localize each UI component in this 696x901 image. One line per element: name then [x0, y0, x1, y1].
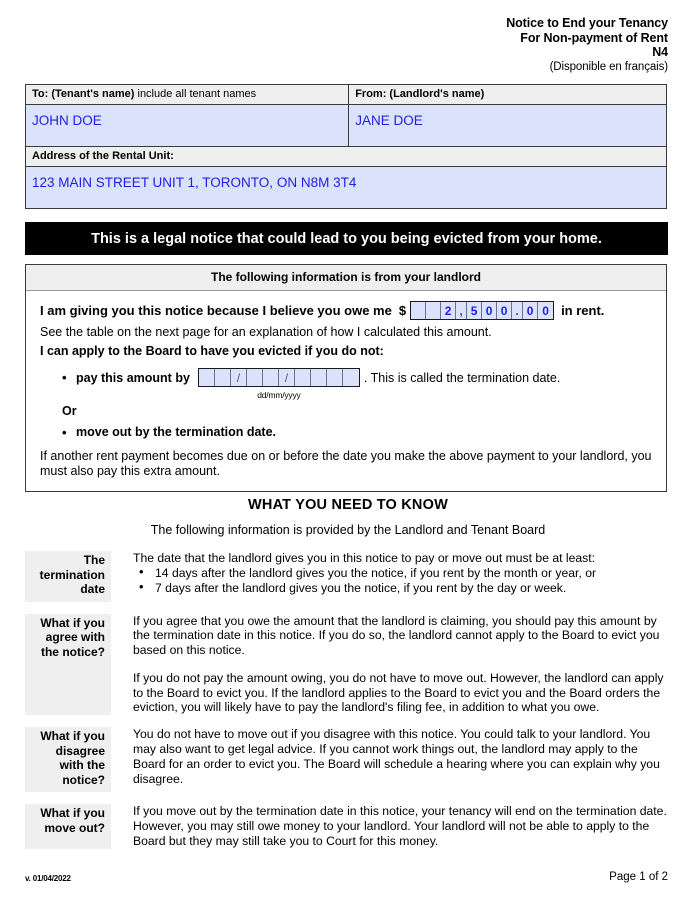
- parties-table: [25, 84, 667, 209]
- landlord-name-field[interactable]: JANE DOE: [349, 105, 666, 146]
- cell-separator[interactable]: /: [231, 369, 247, 386]
- knowledge-row-body: [111, 804, 670, 848]
- landlord-information-box: [25, 264, 667, 492]
- date-format-caption: dd/mm/yyyy: [257, 390, 301, 400]
- document-header: [506, 16, 668, 75]
- knowledge-row-paragraph: If you do not pay the amount owing, you do not have to move out. However, the landlord can apply to the Board to evict you. If the landlord applies to the Board to evict you and the Board orders the eviction, you will likely have to pay the landlord's filing fee, in addition to what you owe.: [133, 670, 664, 715]
- amount-owed-field[interactable]: [410, 301, 554, 320]
- termination-date-field[interactable]: [198, 368, 360, 387]
- cell-digit[interactable]: [247, 369, 263, 386]
- bullet-pay-row: [62, 368, 652, 400]
- cell-digit[interactable]: 5: [467, 302, 482, 319]
- address-value-row: [26, 167, 666, 208]
- knowledge-row-label: What if you disagree with the notice?: [25, 727, 111, 792]
- header-title-line2: For Non-payment of Rent: [520, 30, 668, 45]
- parties-header-row: [26, 85, 666, 105]
- cell-digit[interactable]: [295, 369, 311, 386]
- knowledge-row-bullet-list: [133, 566, 670, 596]
- cell-digit[interactable]: [311, 369, 327, 386]
- knowledge-row-body: [111, 727, 670, 792]
- amount-owed-line: [40, 301, 652, 320]
- bullet-move-row: [62, 424, 652, 440]
- bullet-dot-icon: •: [62, 370, 67, 385]
- knowledge-row-paragraph: You do not have to move out if you disagree with this notice. You could talk to your landlord. You may also want to get legal advice. If you cannot work things out, the landlord may apply to the Board for an order to evict you. The Board will schedule a hearing where you can explain why you disagree.: [133, 727, 660, 786]
- amount-owed-prefix: I am giving you this notice because I believe you owe me: [40, 302, 392, 318]
- parties-value-row: [26, 105, 666, 146]
- cell-digit[interactable]: 0: [523, 302, 538, 319]
- knowledge-row-label: What if you agree with the notice?: [25, 614, 111, 716]
- french-availability-note: (Disponible en français): [549, 60, 668, 73]
- knowledge-row: [25, 727, 670, 792]
- footer-version: v. 01/04/2022: [25, 874, 71, 883]
- knowledge-row: [25, 804, 670, 848]
- cell-digit[interactable]: [411, 302, 426, 319]
- apply-to-board-line: I can apply to the Board to have you evicted if you do not:: [40, 344, 384, 358]
- knowledge-row: [25, 551, 670, 602]
- bullet-pay-label: pay this amount by: [76, 370, 190, 385]
- knowledge-rows: [25, 551, 670, 861]
- requirements-bullets: [40, 368, 652, 440]
- cell-separator[interactable]: .: [512, 302, 523, 319]
- knowledge-row-body: [111, 551, 670, 602]
- cell-separator[interactable]: /: [279, 369, 295, 386]
- tenant-name-label-bold: To: (Tenant's name): [32, 88, 135, 100]
- cell-digit[interactable]: [327, 369, 343, 386]
- tenant-name-field[interactable]: JOHN DOE: [26, 105, 349, 146]
- cell-digit[interactable]: 0: [482, 302, 497, 319]
- bullet-move-label: move out by the termination date.: [76, 425, 277, 439]
- knowledge-row-label: What if you move out?: [25, 804, 111, 848]
- address-header-row: [26, 146, 666, 167]
- tenant-name-label: [26, 85, 349, 105]
- cell-digit[interactable]: [199, 369, 215, 386]
- termination-date-wrapper: [198, 368, 360, 400]
- knowledge-row: [25, 614, 670, 716]
- see-table-note: See the table on the next page for an explanation of how I calculated this amount.: [40, 325, 492, 339]
- knowledge-row-bullet: • 7 days after the landlord gives you the notice, if you rent by the day or week.: [133, 581, 670, 596]
- knowledge-row-body: [111, 614, 670, 716]
- knowledge-row-bullet: • 14 days after the landlord gives you the notice, if you rent by the month or year, or: [133, 566, 670, 581]
- cell-digit[interactable]: [343, 369, 359, 386]
- legal-warning-banner: [25, 222, 668, 255]
- legal-warning-text: This is a legal notice that could lead to you being evicted from your home.: [91, 230, 602, 247]
- cell-digit[interactable]: 0: [497, 302, 512, 319]
- dollar-sign: $: [398, 302, 407, 318]
- knowledge-row-label: The termination date: [25, 551, 111, 602]
- what-you-need-to-know-subheading: The following information is provided by the Landlord and Tenant Board: [150, 523, 546, 537]
- rental-address-field[interactable]: 123 MAIN STREET UNIT 1, TORONTO, ON N8M 3T4: [26, 167, 666, 208]
- knowledge-row-paragraph: If you agree that you owe the amount that the landlord is claiming, you should pay this amount by the termination date in this notice. If you do so, the landlord cannot apply to the Board to evict you based on this notice.: [133, 613, 660, 658]
- termination-date-note: . This is called the termination date.: [363, 370, 561, 385]
- cell-digit[interactable]: [426, 302, 441, 319]
- knowledge-row-intro: The date that the landlord gives you in this notice to pay or move out must be at least:: [133, 551, 596, 565]
- landlord-info-title: The following information is from your landlord: [26, 265, 666, 291]
- amount-owed-suffix: in rent.: [561, 302, 605, 318]
- tenant-name-label-light: include all tenant names: [134, 88, 257, 100]
- bullet-dot-icon: •: [62, 424, 67, 440]
- what-you-need-to-know-heading: WHAT YOU NEED TO KNOW: [248, 497, 448, 513]
- landlord-info-body: [26, 291, 666, 491]
- landlord-name-label: From: (Landlord's name): [349, 85, 666, 105]
- cell-digit[interactable]: [215, 369, 231, 386]
- header-title-line1: Notice to End your Tenancy: [506, 16, 668, 30]
- cell-separator[interactable]: ,: [456, 302, 467, 319]
- cell-digit[interactable]: 2: [441, 302, 456, 319]
- rental-address-label: Address of the Rental Unit:: [26, 147, 666, 167]
- or-separator: Or: [62, 404, 77, 418]
- knowledge-row-paragraph: If you move out by the termination date in this notice, your tenancy will end on the termination date. However, you may still owe money to your landlord. Your landlord will not be able to apply to the Board but they may still take you to Court for this money.: [133, 804, 667, 848]
- footer-page-number: Page 1 of 2: [609, 871, 668, 883]
- cell-digit[interactable]: 0: [542, 303, 549, 318]
- extra-payment-note: If another rent payment becomes due on or before the date you make the above payment to your landlord, you must also pay this extra amount.: [40, 449, 652, 478]
- cell-digit[interactable]: [263, 369, 279, 386]
- form-code: N4: [652, 45, 668, 59]
